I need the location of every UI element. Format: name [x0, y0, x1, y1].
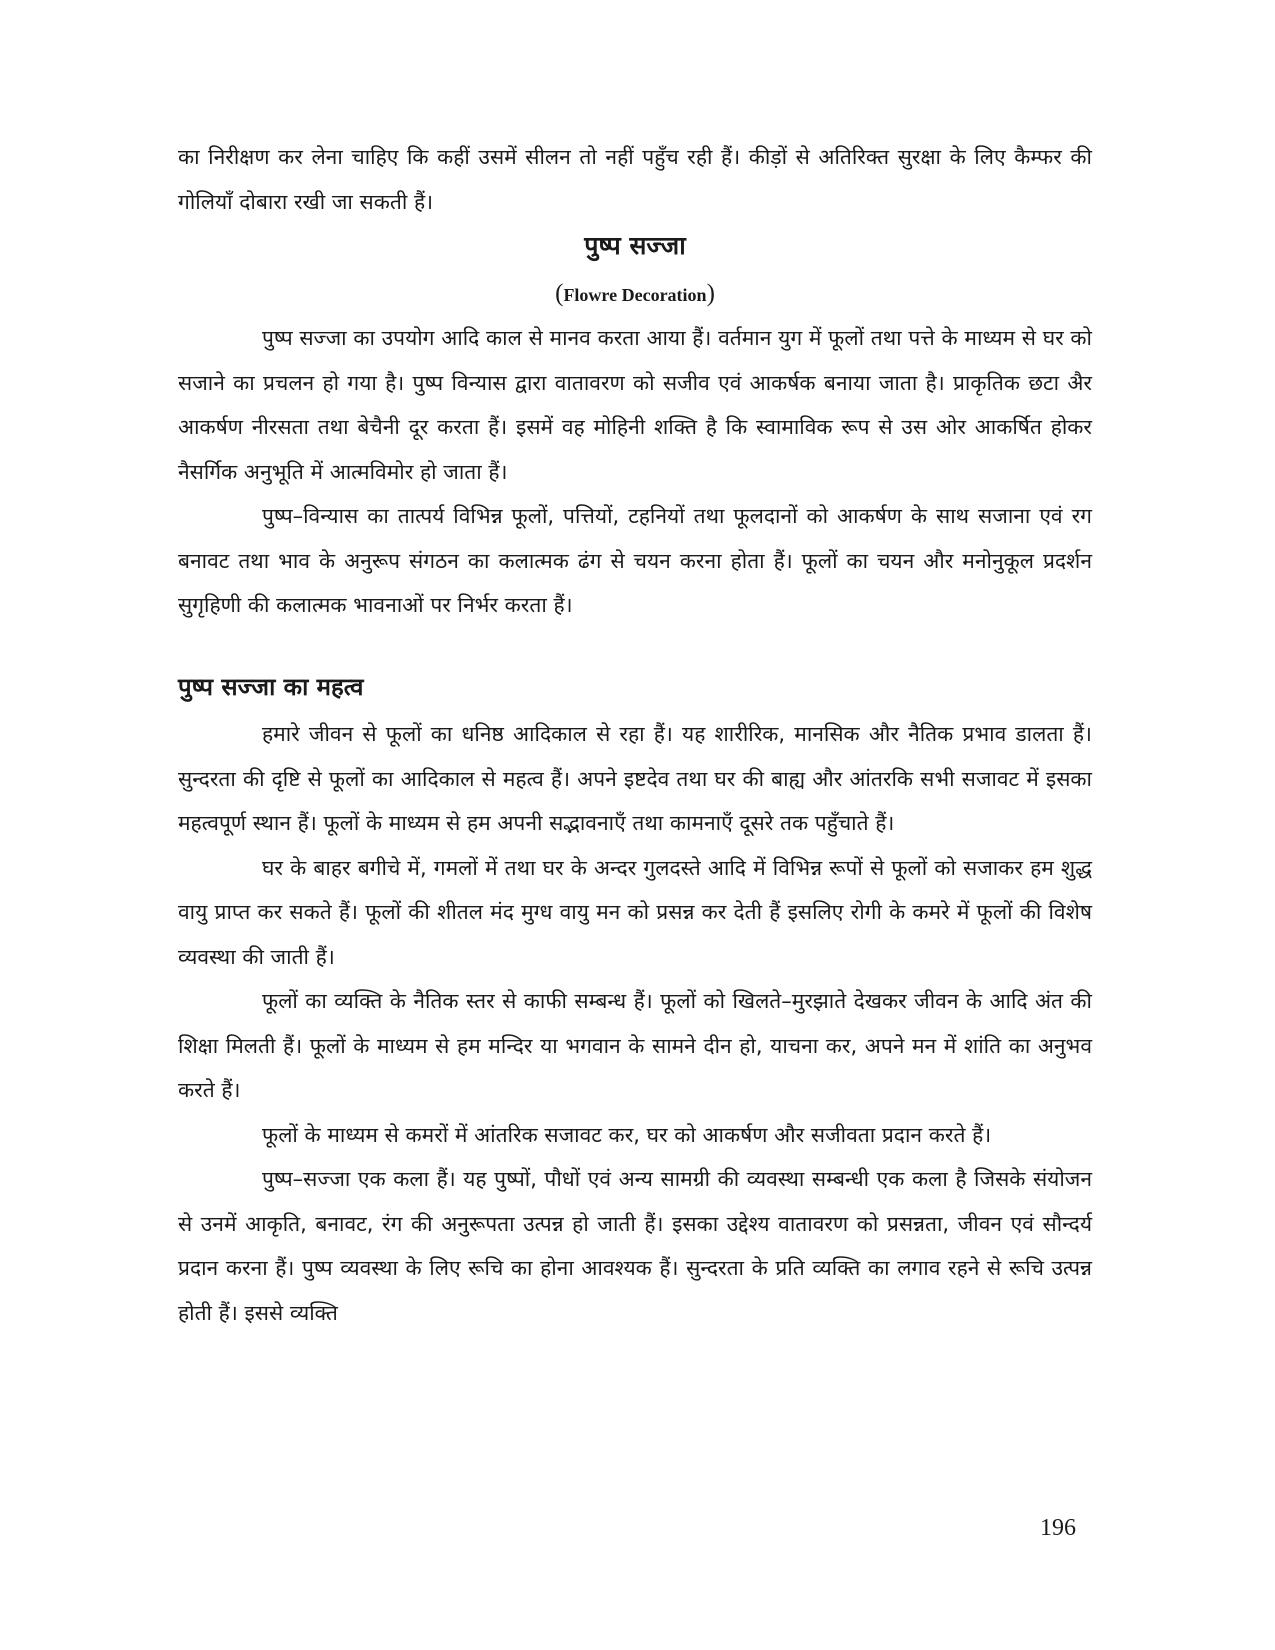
section-subtitle	[178, 280, 1092, 308]
section-text-block	[178, 316, 1092, 628]
intro-text-block	[178, 135, 1092, 224]
subtitle-open-paren: (	[555, 280, 564, 307]
subtitle-close-paren: )	[706, 280, 715, 307]
subtitle-text: Flowre Decoration	[563, 285, 707, 305]
subsection-paragraph-5: पुष्प–सज्जा एक कला हैं। यह पुष्पों, पौधों एवं अन्य सामग्री की व्यवस्था सम्बन्धी एक कला है जिसके संयोजन से उनमें आकृति, बनावट, रंग की अनुरूपता उत्पन्न हो जाती हैं। इसका उद्देश्य वातावरण को प्रसन्नता, जीवन एवं सौन्दर्य प्रदान करना हैं। पुष्प व्यवस्था के लिए रूचि का होना आवश्यक हैं। सुन्दरता के प्रति व्यक्ति का लगाव रहने से रूचि उत्पन्न होती हैं। इससे व्यक्ति	[178, 1167, 1092, 1325]
section-title: पुष्प सज्जा	[584, 231, 686, 260]
section-paragraph-1: पुष्प सज्जा का उपयोग आदि काल से मानव करता आया हैं। वर्तमान युग में फूलों तथा पत्ते के माध्यम से घर को सजाने का प्रचलन हो गया है। पुष्प विन्यास द्वारा वातावरण को सजीव एवं आकर्षक बनाया जाता है। प्राकृतिक छटा अैर आकर्षण नीरसता तथा बेचैनी दूर करता हैं। इसमें वह मोहिनी शक्ति है कि स्वामाविक रूप से उस ओर आकर्षित होकर नैसर्गिक अनुभूति में आत्मविमोर हो जाता हैं।	[178, 326, 1092, 484]
subsection-paragraph-2: घर के बाहर बगीचे में, गमलों में तथा घर के अन्दर गुलदस्ते आदि में विभिन्न रूपों से फूलों को सजाकर हम शुद्ध वायु प्राप्त कर सकते हैं। फूलों की शीतल मंद मुग्ध वायु मन को प्रसन्न कर देती हैं इसलिए रोगी के कमरे में फूलों की विशेष व्यवस्था की जाती हैं।	[178, 855, 1092, 969]
subsection-paragraph-4: फूलों के माध्यम से कमरों में आंतरिक सजावट कर, घर को आकर्षण और सजीवता प्रदान करते हैं।	[262, 1122, 992, 1147]
section-paragraph-2: पुष्प–विन्यास का तात्पर्य विभिन्न फूलों, पत्तियों, टहनियों तथा फूलदानों को आकर्षण के साथ सजाना एवं रग बनावट तथा भाव के अनुरूप संगठन का कलात्मक ढंग से चयन करना होता हैं। फूलों का चयन और मनोनुकूल प्रदर्शन सुगृहिणी की कलात्मक भावनाओं पर निर्भर करता हैं।	[178, 504, 1092, 617]
subsection-heading: पुष्प सज्जा का महत्व	[178, 673, 364, 701]
intro-paragraph: का निरीक्षण कर लेना चाहिए कि कहीं उसमें सीलन तो नहीं पहुँच रही हैं। कीड़ों से अतिरिक्त सुरक्षा के लिए कैम्फर की गोलियाँ दोबारा रखी जा सकती हैं।	[178, 145, 1092, 214]
subsection-paragraph-1: हमारे जीवन से फूलों का धनिष्ठ आदिकाल से रहा हैं। यह शारीरिक, मानसिक और नैतिक प्रभाव डालता हैं। सुन्दरता की दृष्टि से फूलों का आदिकाल से महत्व हैं। अपने इष्टदेव तथा घर की बाह्य और आंतरकि सभी सजावट में इसका महत्वपूर्ण स्थान हैं। फूलों के माध्यम से हम अपनी सद्भावनाएँ तथा कामनाएँ दूसरे तक पहुँचाते हैं।	[178, 722, 1092, 835]
subsection-paragraph-3: फूलों का व्यक्ति के नैतिक स्तर से काफी सम्बन्ध हैं। फूलों को खिलते–मुरझाते देखकर जीवन के आदि अंत की शिक्षा मिलती हैं। फूलों के माध्यम से हम मन्दिर या भगवान के सामने दीन हो, याचना कर, अपने मन में शांति का अनुभव करते हैं।	[178, 989, 1092, 1102]
page-number: 196	[1040, 1515, 1076, 1541]
subsection-text-block	[178, 712, 1092, 1335]
